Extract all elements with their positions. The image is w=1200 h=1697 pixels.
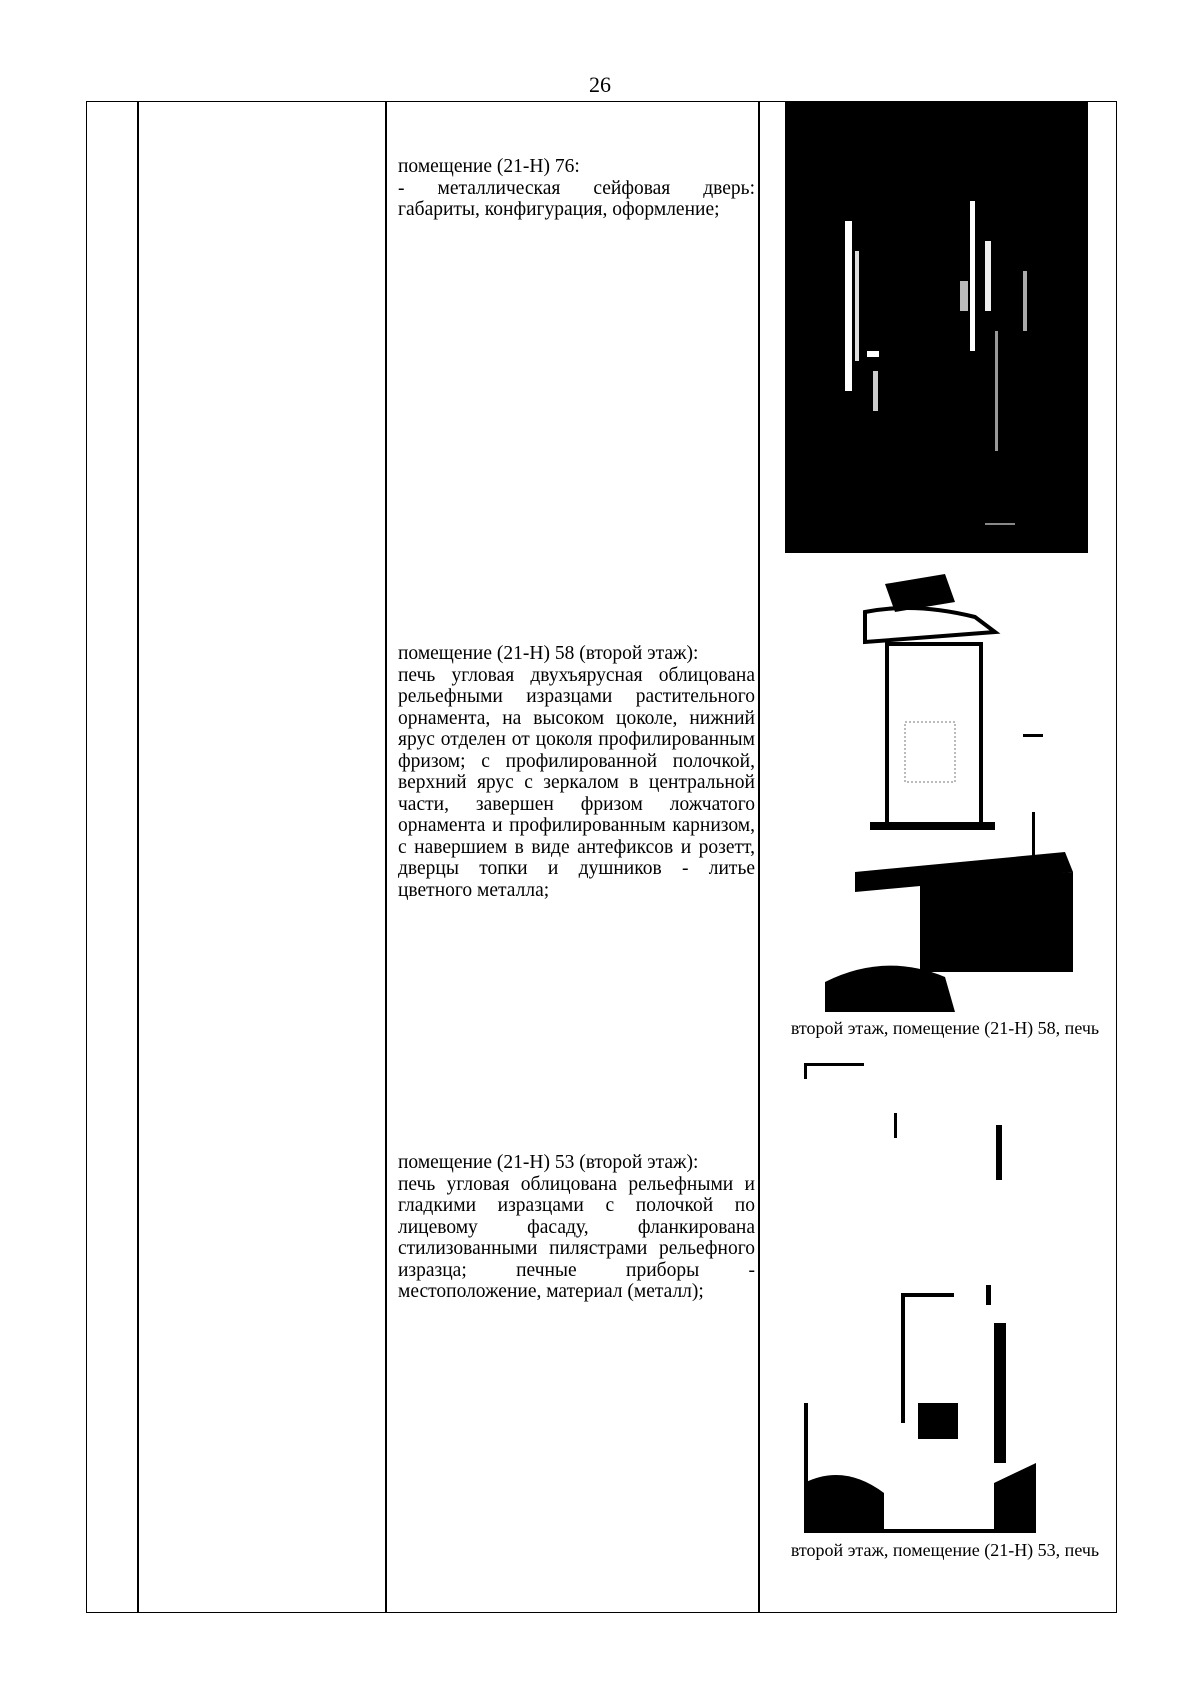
stove-58-caption: второй этаж, помещение (21-Н) 58, печь: [790, 1018, 1100, 1038]
entry-room-58: [398, 643, 755, 901]
stove-53-caption: второй этаж, помещение (21-Н) 53, печь: [790, 1540, 1100, 1560]
entry-title: помещение (21-Н) 58 (второй этаж):: [398, 643, 699, 664]
entry-room-53: [398, 1152, 755, 1303]
stove-53-photo: [804, 1063, 1036, 1533]
stove-58-photo: [825, 572, 1073, 1012]
entry-body: - металлическая сейфовая дверь: габариты, конфигурация, оформление;: [398, 177, 755, 220]
page-number: 26: [589, 72, 611, 97]
entry-title: помещение (21-Н) 76:: [398, 156, 580, 177]
entry-body: печь угловая облицована рельефными и гладкими изразцами с полочкой по лицевому фасаду, фланкирована стилизованными пилястрами рельефного изразца; печные приборы - местоположение, материал (металл);: [398, 1173, 755, 1302]
entry-body: печь угловая двухъярусная облицована рельефными изразцами растительного орнамента, на высоком цоколе, нижний ярус отделен от цоколя профилированным фризом; с профилированной полочкой, верхний ярус с зеркалом в центральной части, завершен фризом ложчатого орнамента и профилированным карнизом, с навершием в виде антефиксов и розетт, дверцы топки и душников - литье цветного металла;: [398, 664, 755, 901]
safe-door-photo: [785, 101, 1088, 553]
column-divider: [137, 102, 139, 1612]
column-divider: [385, 102, 387, 1612]
column-divider: [758, 102, 760, 1612]
entry-room-76: [398, 156, 755, 221]
entry-title: помещение (21-Н) 53 (второй этаж):: [398, 1152, 699, 1173]
